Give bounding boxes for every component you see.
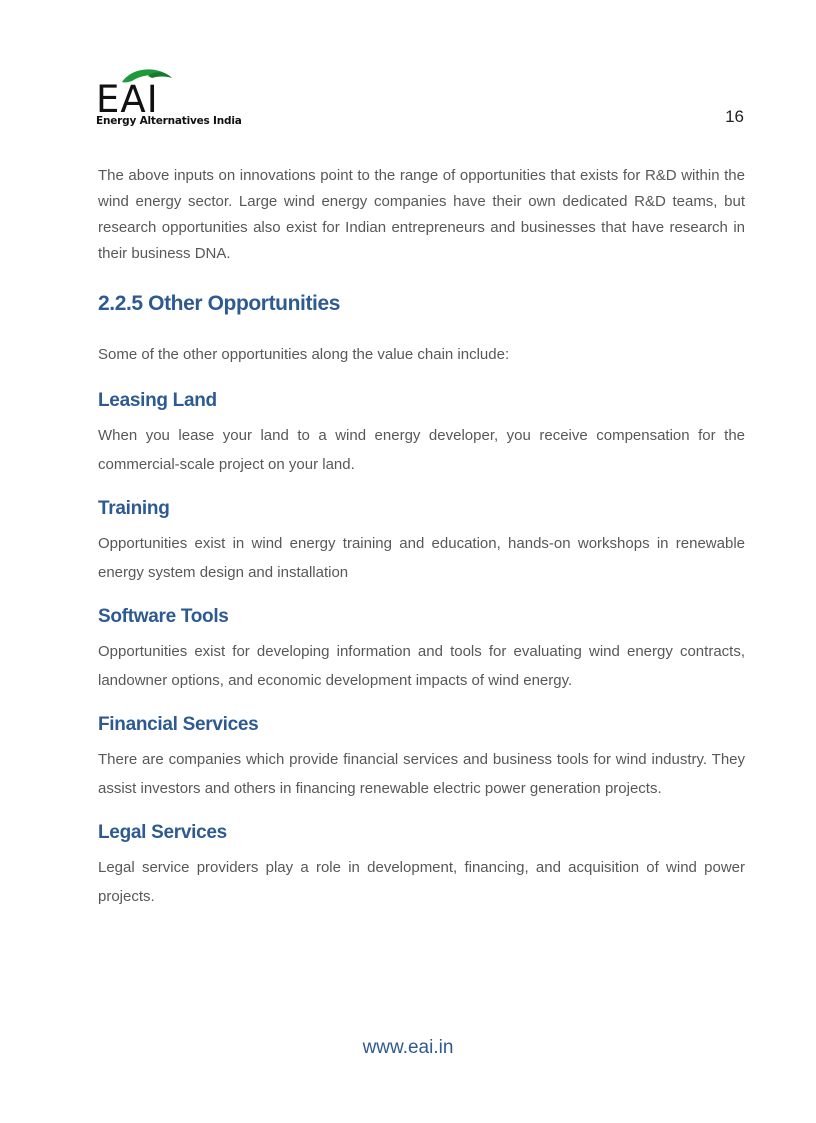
section-training — [98, 495, 745, 587]
logo-tagline: Energy Alternatives India — [96, 115, 242, 127]
subsection-body: When you lease your land to a wind energy developer, you receive compensation for the commercial-scale project on your land. — [98, 427, 745, 473]
section-financial-services — [98, 711, 745, 803]
page-content — [98, 163, 745, 927]
subsection-title: Legal Services — [98, 822, 227, 843]
section-software-tools — [98, 603, 745, 695]
subsection-title: Financial Services — [98, 714, 259, 735]
footer-website-link[interactable]: www.eai.in — [362, 1037, 454, 1058]
subsection-title: Leasing Land — [98, 390, 217, 411]
subsection-title: Software Tools — [98, 606, 229, 627]
section-leasing-land — [98, 387, 745, 479]
intro-paragraph: The above inputs on innovations point to the range of opportunities that exists for R&D within the wind energy sector. Large wind energy companies have their own dedicated R&D teams, but research opportunities also exist for Indian entrepreneurs and businesses that have research in their business DNA. — [98, 167, 745, 262]
eai-logo — [96, 66, 266, 130]
lead-paragraph: Some of the other opportunities along the value chain include: — [98, 346, 510, 363]
subsection-body: There are companies which provide financial services and business tools for wind industry. They assist investors and others in financing renewable electric power generation projects. — [98, 751, 745, 797]
subsection-body: Opportunities exist in wind energy training and education, hands-on workshops in renewable energy system design and installation — [98, 535, 745, 581]
subsection-title: Training — [98, 498, 170, 519]
section-legal-services — [98, 819, 745, 911]
page-number: 16 — [725, 107, 744, 126]
section-heading: 2.2.5 Other Opportunities — [98, 292, 341, 315]
logo-letters: EAI — [96, 78, 159, 121]
subsection-body: Legal service providers play a role in development, financing, and acquisition of wind power projects. — [98, 859, 745, 905]
subsection-body: Opportunities exist for developing information and tools for evaluating wind energy contracts, landowner options, and economic development impacts of wind energy. — [98, 643, 745, 689]
